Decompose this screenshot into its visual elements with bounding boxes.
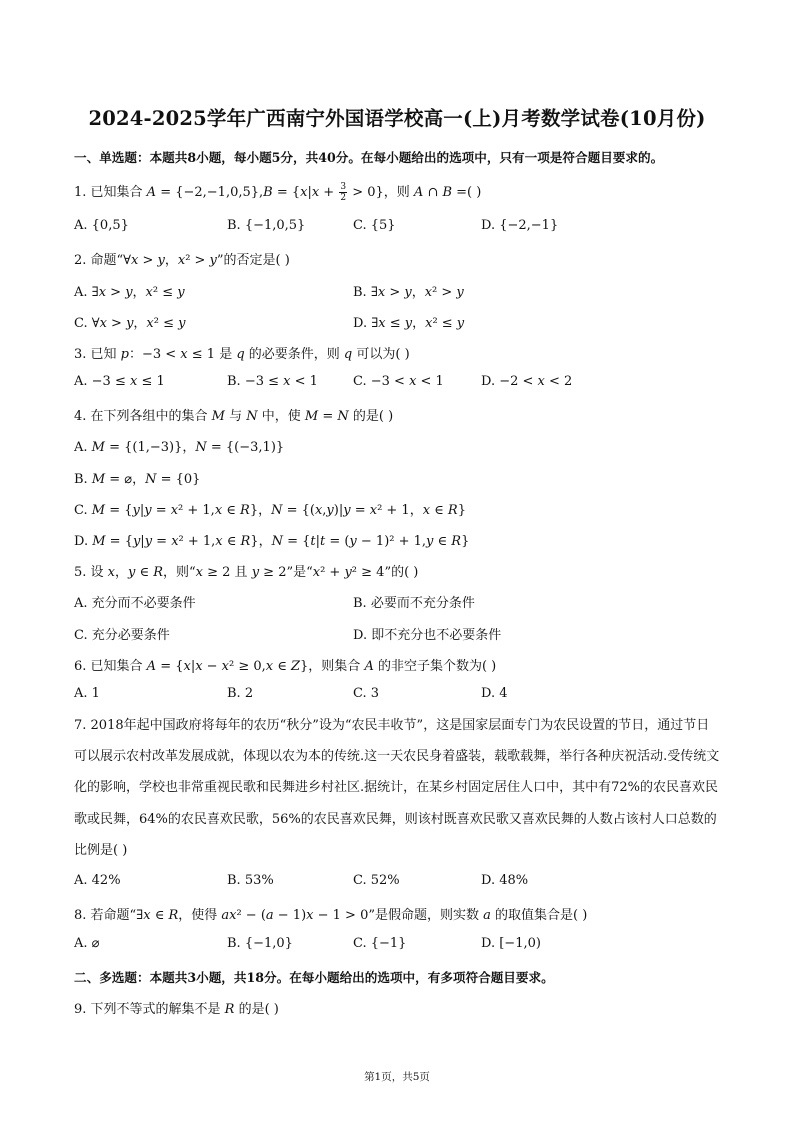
option-b: B. −3 ≤ 𝑥 < 1 <box>227 374 318 389</box>
option-b: B. ∃𝑥 > 𝑦，𝑥² > 𝑦 <box>353 285 464 300</box>
question-2-options-row-2 <box>74 312 734 332</box>
option-a: A. 充分而不必要条件 <box>74 596 196 611</box>
option-d: D. 4 <box>481 686 508 701</box>
option-a: A. −3 ≤ 𝑥 ≤ 1 <box>74 374 165 389</box>
question-4-option-c: C. 𝑀 = {𝑦|𝑦 = 𝑥² + 1,𝑥 ∈ 𝑅}，𝑁 = {(𝑥,𝑦)|𝑦 = 𝑥² + 1，𝑥 ∈ 𝑅} <box>74 503 466 518</box>
option-b: B. 2 <box>227 686 254 701</box>
option-a: A. {0,5} <box>74 218 129 233</box>
option-a: A. 1 <box>74 686 100 701</box>
section-single-choice-heading: 一、单选题：本题共8小题，每小题5分，共40分。在每小题给出的选项中，只有一项是符合题目要求的。 <box>74 150 664 165</box>
question-4-option-d: D. 𝑀 = {𝑦|𝑦 = 𝑥² + 1,𝑥 ∈ 𝑅}，𝑁 = {𝑡|𝑡 = (𝑦 − 1)² + 1,𝑦 ∈ 𝑅} <box>74 534 470 549</box>
question-8-stem: 8. 若命题“∃𝑥 ∈ 𝑅，使得 𝑎𝑥² − (𝑎 − 1)𝑥 − 1 > 0”是假命题，则实数 𝑎 的取值集合是( ) <box>74 908 588 923</box>
fraction-three-halves <box>339 182 347 203</box>
option-b: B. {−1,0} <box>227 936 293 951</box>
option-c: C. 充分必要条件 <box>74 628 170 643</box>
option-c: C. −3 < 𝑥 < 1 <box>353 374 444 389</box>
question-1-stem <box>74 181 481 203</box>
option-d: D. 即不充分也不必要条件 <box>353 628 502 643</box>
option-c: C. 3 <box>353 686 380 701</box>
question-5-options-row-1 <box>74 592 734 612</box>
question-4-option-b: B. 𝑀 = ⌀，𝑁 = {0} <box>74 472 201 487</box>
question-7-stem: 7. 2018年起中国政府将每年的农历“秋分”设为“农民丰收节”，这是国家层面专门为农民设置的节日，通过节日可以展示农村改革发展成就，体现以农为本的传统.这一天农民身着盛装，载歌载舞，举行各种庆祝活动.受传统文化的影响，学校也非常重视民歌和民舞进乡村社区.据统计，在某乡村固定居住人口中，其中有72%的农民喜欢民歌或民舞，64%的农民喜欢民歌，56%的农民喜欢民舞，则该村既喜欢民歌又喜欢民舞的人数占该村人口总数的比例是( ) <box>74 718 720 858</box>
option-b: B. {−1,0,5} <box>227 218 306 233</box>
option-d: D. ∃𝑥 ≤ 𝑦，𝑥² ≤ 𝑦 <box>353 316 465 331</box>
option-d: D. [−1,0) <box>481 936 541 951</box>
question-5-options-row-2 <box>74 624 734 644</box>
option-a: A. 42% <box>74 873 121 888</box>
section-multiple-choice-heading: 二、多选题：本题共3小题，共18分。在每小题给出的选项中，有多项符合题目要求。 <box>74 970 554 985</box>
fraction-numerator: 3 <box>340 182 347 192</box>
question-2-options-row-1 <box>74 281 734 301</box>
option-b: B. 必要而不充分条件 <box>353 596 475 611</box>
question-6-stem: 6. 已知集合 𝐴 = {𝑥|𝑥 − 𝑥² ≥ 0,𝑥 ∈ 𝑍}，则集合 𝐴 的非空子集个数为( ) <box>74 659 497 674</box>
question-3-options <box>74 374 734 394</box>
question-8-options <box>74 936 734 956</box>
question-4-stem: 4. 在下列各组中的集合 𝑀 与 𝑁 中，使 𝑀 = 𝑁 的是( ) <box>74 409 394 424</box>
question-9-stem: 9. 下列不等式的解集不是 𝑅 的是( ) <box>74 1002 279 1017</box>
option-c: C. {−1} <box>353 936 407 951</box>
option-c: C. 52% <box>353 873 400 888</box>
question-3-stem: 3. 已知 𝑝：−3 < 𝑥 ≤ 1 是 𝑞 的必要条件，则 𝑞 可以为( ) <box>74 347 410 362</box>
option-d: D. −2 < 𝑥 < 2 <box>481 374 573 389</box>
question-1-options <box>74 218 734 238</box>
question-7-options <box>74 873 734 893</box>
option-a: A. ⌀ <box>74 936 100 951</box>
question-1-stem-start: 1. 已知集合 𝐴 = {−2,−1,0,5},𝐵 = {𝑥|𝑥 + <box>74 185 335 200</box>
option-d: D. 48% <box>481 873 529 888</box>
question-1-stem-end: > 0}，则 𝐴 ∩ 𝐵 =( ) <box>352 185 482 200</box>
option-c: C. ∀𝑥 > 𝑦，𝑥² ≤ 𝑦 <box>74 316 186 331</box>
question-4-option-a: A. 𝑀 = {(1,−3)}，𝑁 = {(−3,1)} <box>74 440 285 455</box>
fraction-denominator: 2 <box>340 193 347 203</box>
question-5-stem: 5. 设 𝑥，𝑦 ∈ 𝑅，则“𝑥 ≥ 2 且 𝑦 ≥ 2”是“𝑥² + 𝑦² ≥ 4”的( ) <box>74 565 419 580</box>
exam-title: 2024-2025学年广西南宁外国语学校高一(上)月考数学试卷(10月份) <box>88 107 706 130</box>
question-2-stem: 2. 命题“∀𝑥 > 𝑦，𝑥² > 𝑦”的否定是( ) <box>74 253 290 268</box>
option-a: A. ∃𝑥 > 𝑦，𝑥² ≤ 𝑦 <box>74 285 185 300</box>
question-6-options <box>74 686 734 706</box>
option-b: B. 53% <box>227 873 274 888</box>
page-footer: 第1页，共5页 <box>364 1071 430 1083</box>
option-c: C. {5} <box>353 218 396 233</box>
option-d: D. {−2,−1} <box>481 218 559 233</box>
